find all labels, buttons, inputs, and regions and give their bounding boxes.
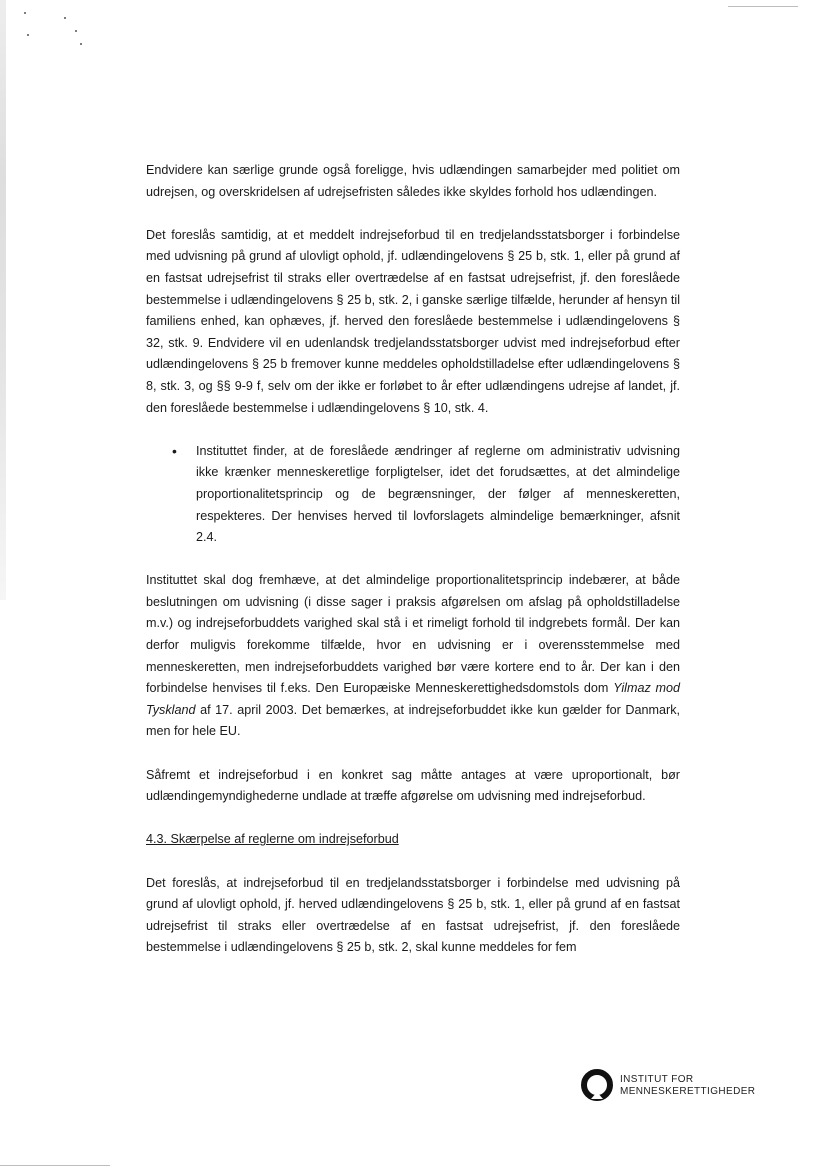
scan-speck [75, 30, 77, 32]
document-body [146, 160, 680, 981]
institute-ring-logo-icon [580, 1068, 614, 1104]
logo-line: INSTITUT FOR [620, 1074, 694, 1085]
section-heading: 4.3. Skærpelse af reglerne om indrejseforbud [146, 832, 399, 847]
paragraph: Såfremt et indrejseforbud i en konkret sag måtte antages at være uproportionalt, bør udlændingemyndighederne undlade at træffe afgørelse om udvisning med indrejseforbud. [146, 767, 680, 804]
bottom-rule [0, 1165, 110, 1166]
scan-speck [27, 34, 29, 36]
scan-speck [64, 17, 66, 19]
paragraph: Endvidere kan særlige grunde også foreligge, hvis udlændingen samarbejder med politiet om udrejsen, og overskridelsen af udrejsefristen således ikke skyldes forhold hos udlændingen. [146, 163, 680, 199]
paragraph-text: Instituttet skal dog fremhæve, at det almindelige proportionalitetsprincip indebærer, at både beslutningen om udvisning (i disse sager i praksis afgørelsen om afslag på opholdstilladelse m.v.) og indrejseforbuddets varighed skal stå i et rimeligt forhold til indgrebets formål. Der kan derfor muligvis forekomme tilfælde, hvor en udvisning er i overensstemmelse med menneskeretten, men indrejseforbuddets varighed bør være kortere end to år. Der kan i den forbindelse henvises til f.eks. Den Europæiske Menneskerettighedsdomstols dom [146, 573, 680, 696]
paragraph-text: af 17. april 2003. Det bemærkes, at indrejseforbuddet ikke kun gælder for Danmark, men for hele EU. [146, 702, 681, 739]
paragraph [146, 570, 680, 743]
logo-line: MENNESKERETTIGHEDER [620, 1086, 756, 1097]
case-title: Yilmaz mod Tyskland [146, 681, 681, 717]
bullet-text: Instituttet finder, at de foreslåede ændringer af reglerne om administrativ udvisning ikke krænker menneskeretlige forpligtelser, idet det forudsættes, at det almindelige proportionalitetsprincip og de begrænsninger, der følger af menneskeretten, respekteres. Der henvises herved til lovforslagets almindelige bemærkninger, afsnit 2.4. [196, 443, 680, 545]
bullet-item [146, 441, 680, 549]
institute-logo [580, 1068, 755, 1104]
scan-edge-shadow [0, 0, 6, 600]
logo-text [620, 1074, 755, 1098]
bullet-icon: • [172, 442, 177, 459]
scan-speck [80, 43, 82, 45]
paragraph: Det foreslås samtidig, at et meddelt indrejseforbud til en tredjelandsstatsborger i forbindelse med udvisning på grund af ulovligt ophold, jf. udlændingelovens § 25 b, stk. 1, eller på grund af en fastsat udrejsefrist til straks eller overtrædelse af en fastsat udrejsefrist, jf. den foreslåede bestemmelse i udlændingelovens § 25 b, stk. 2, i ganske særlige tilfælde, herunder af hensyn til familiens enhed, kan ophæves, jf. herved den foreslåede bestemmelse i udlændingelovens § 32, stk. 9. Endvidere vil en udenlandsk tredjelandsstatsborger udvist med indrejseforbud efter udlændingelovens § 25 b fremover kunne meddeles opholdstilladelse efter udlændingelovens § 8, stk. 3, og §§ 9-9 f, selv om der ikke er forløbet to år efter udlændingens udrejse af landet, jf. den foreslåede bestemmelse i udlændingelovens § 10, stk. 4. [146, 227, 680, 415]
scan-speck [24, 12, 26, 14]
paragraph: Det foreslås, at indrejseforbud til en tredjelandsstatsborger i forbindelse med udvisning på grund af ulovligt ophold, jf. herved udlændingelovens § 25 b, stk. 1, eller på grund af en fastsat udrejsefrist til straks eller overtrædelse af en fastsat udrejsefrist, jf. den foreslåede bestemmelse i udlændingelovens § 25 b, stk. 2, skal kunne meddeles for fem [146, 875, 680, 955]
top-rule [728, 6, 798, 7]
